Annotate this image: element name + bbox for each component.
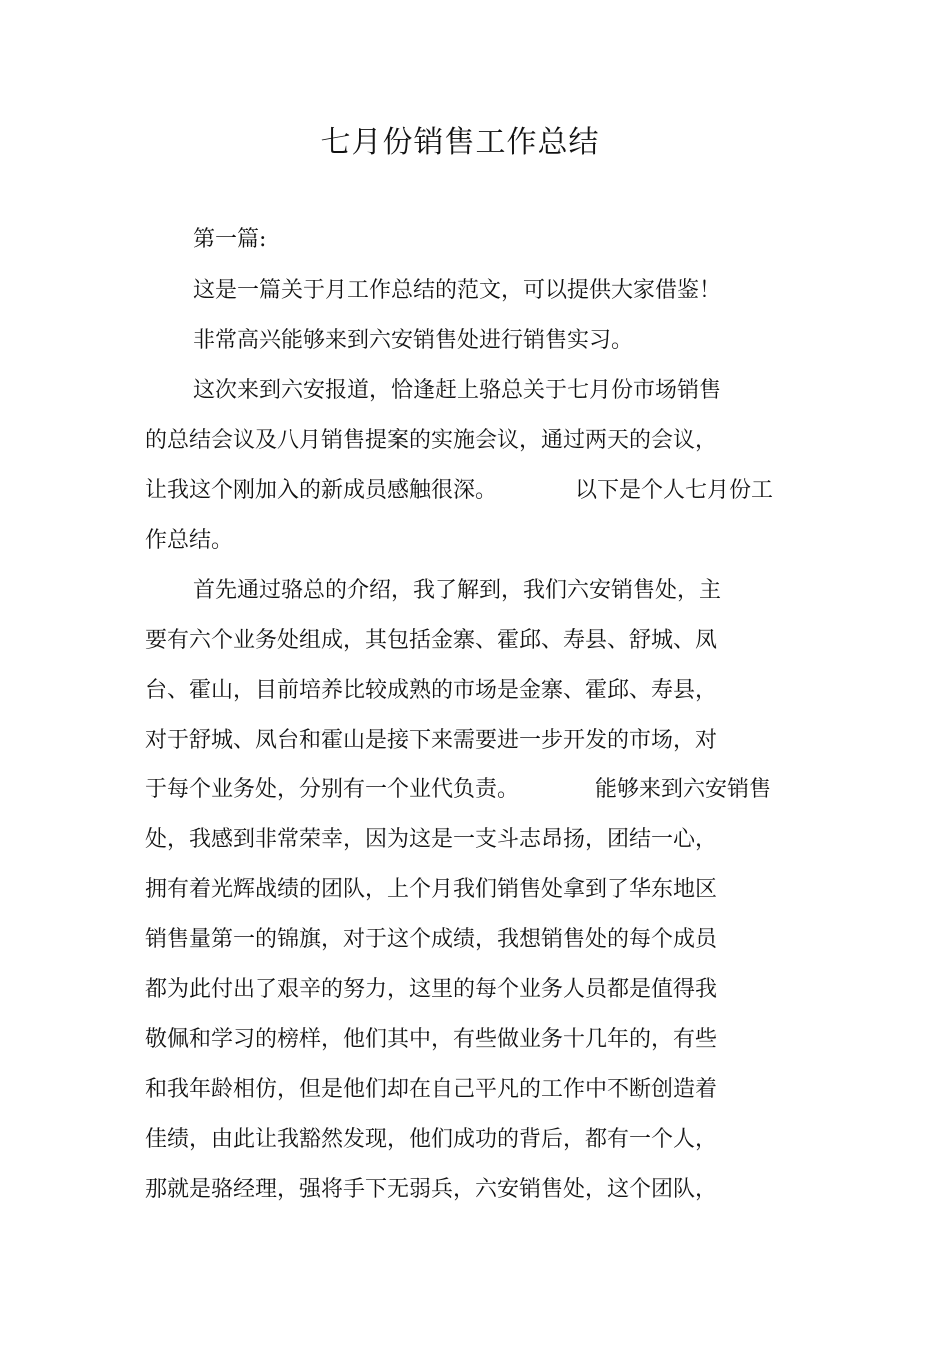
paragraph-line: 的总结会议及八月销售提案的实施会议，通过两天的会议， [145,428,718,453]
paragraph-line-split [145,775,771,805]
section-heading: 第一篇: [193,227,267,252]
paragraph-line-part: 于每个业务处，分别有一个业代负责。 [145,777,520,802]
paragraph-line-part: 能够来到六安销售 [595,777,772,802]
paragraph-line: 台、霍山，目前培养比较成熟的市场是金寨、霍邱、寿县， [145,678,718,703]
paragraph-line: 都为此付出了艰辛的努力，这里的每个业务人员都是值得我 [145,977,718,1002]
paragraph-line-split [145,476,773,506]
paragraph-line: 这是一篇关于月工作总结的范文，可以提供大家借鉴！ [193,278,722,303]
paragraph-line-part: 以下是个人七月份工 [575,478,774,503]
paragraph-line-part: 让我这个刚加入的新成员感触很深。 [145,478,498,503]
paragraph-line: 佳绩，由此让我豁然发现，他们成功的背后，都有一个人， [145,1127,718,1152]
paragraph-line: 首先通过骆总的介绍，我了解到，我们六安销售处，主 [193,578,722,603]
paragraph-line: 销售量第一的锦旗，对于这个成绩，我想销售处的每个成员 [145,927,718,952]
paragraph-line: 要有六个业务处组成，其包括金寨、霍邱、寿县、舒城、凤 [145,628,718,653]
paragraph-line: 处，我感到非常荣幸，因为这是一支斗志昂扬，团结一心， [145,827,718,852]
paragraph-line: 作总结。 [145,528,234,553]
paragraph-line: 敬佩和学习的榜样，他们其中，有些做业务十几年的，有些 [145,1027,718,1052]
document-title: 七月份销售工作总结 [320,125,600,160]
paragraph-line: 和我年龄相仿，但是他们却在自己平凡的工作中不断创造着 [145,1077,718,1102]
paragraph-line: 那就是骆经理，强将手下无弱兵，六安销售处，这个团队， [145,1177,718,1202]
paragraph-line: 非常高兴能够来到六安销售处进行销售实习。 [193,328,634,353]
paragraph-line: 这次来到六安报道，恰逢赶上骆总关于七月份市场销售 [193,378,722,403]
paragraph-line: 拥有着光辉战绩的团队，上个月我们销售处拿到了华东地区 [145,877,718,902]
paragraph-line: 对于舒城、凤台和霍山是接下来需要进一步开发的市场，对 [145,728,718,753]
